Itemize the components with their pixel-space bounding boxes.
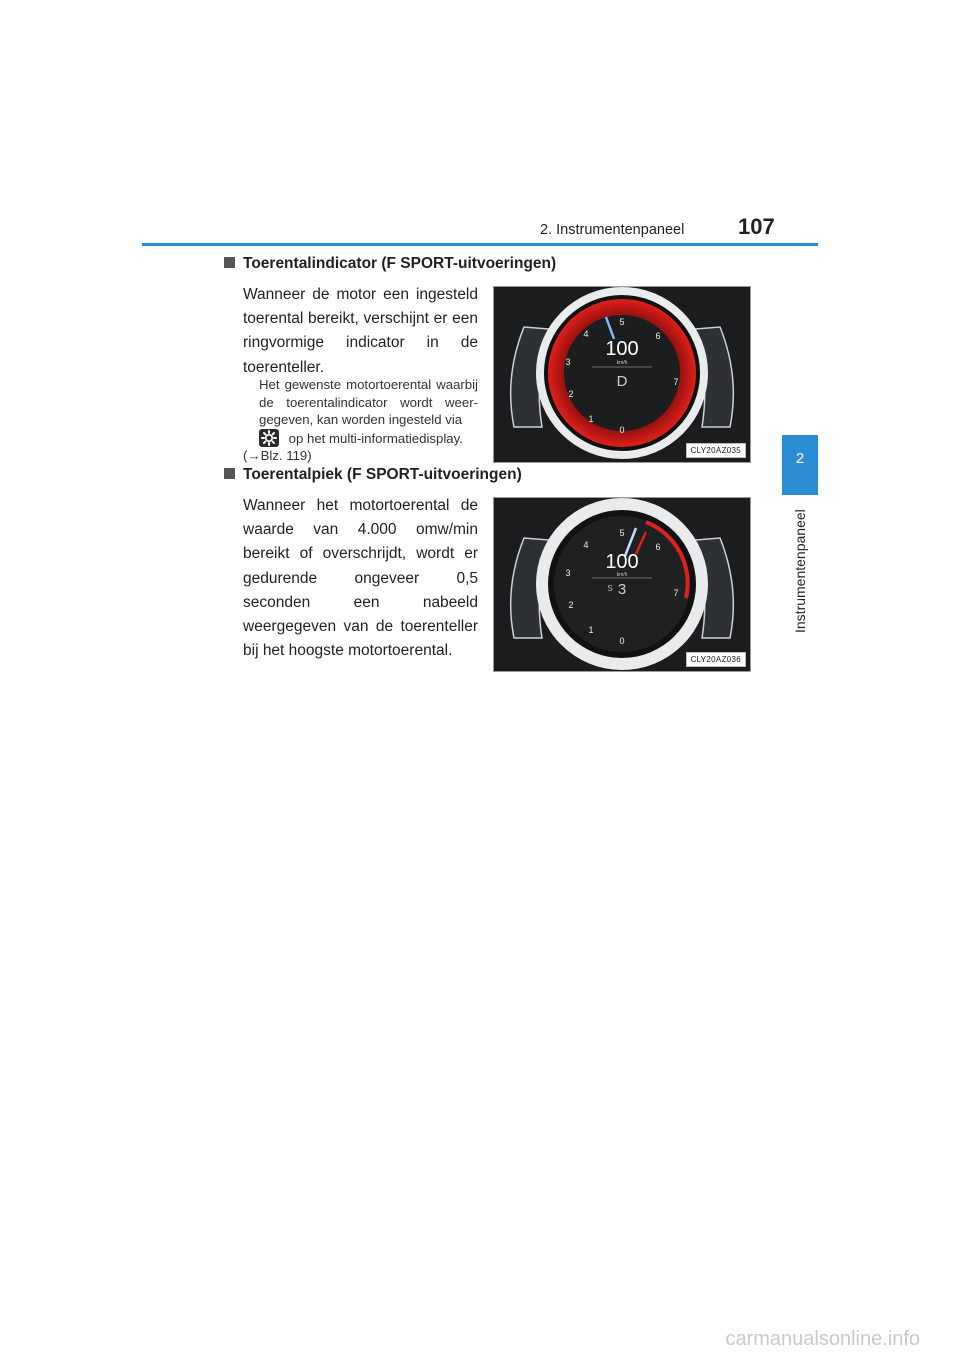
gauge-illustration-1 [494,287,750,462]
gear-readout: D [616,373,628,390]
gear-readout: 3 [617,581,627,598]
section-heading-text: Toerentalindicator (F SPORT-uitvoeringen) [243,255,557,272]
section-heading-text: Toerentalpiek (F SPORT-uitvoeringen) [243,466,522,483]
tach-tick-label: 3 [565,357,571,367]
speed-readout: 100 [605,338,639,360]
gauge-illustration-2 [494,498,750,671]
tach-tick-label: 7 [673,588,679,598]
tach-tick-label: 2 [568,389,574,399]
page-number: 107 [738,214,775,239]
tach-tick-label: 1 [588,625,594,635]
running-header-section: 2. Instrumentenpaneel [540,222,685,238]
speed-unit: km/h [616,360,628,366]
note-text-continued: op het multi-informatiedisplay. [288,431,463,446]
tach-tick-label: 5 [619,317,625,327]
figure-rev-peak [493,497,751,672]
gear-mode-prefix: S [607,584,613,593]
section-heading [224,255,556,273]
chapter-tab-label-text: Instrumentenpaneel [792,509,808,633]
tach-tick-label: 0 [619,425,625,435]
note-text: Het gewenste motortoerental waarbij de toerentalindicator wordt weergegeven, kan worden ingesteld via [259,377,478,427]
tach-tick-label: 5 [619,528,625,538]
tach-tick-label: 6 [655,542,661,552]
speed-unit: km/h [616,572,628,578]
tach-tick-label: 4 [583,540,589,550]
tach-tick-label: 3 [565,568,571,578]
figure-code: CLY20AZ035 [686,443,746,458]
gear-icon [259,429,279,447]
section-heading [224,466,522,484]
tach-tick-label: 6 [655,331,661,341]
header-rule [142,243,818,246]
tach-tick-label: 4 [583,329,589,339]
chapter-tab-label [785,509,815,635]
square-bullet-icon [224,257,235,268]
figure-code: CLY20AZ036 [686,652,746,667]
watermark-text: carmanualsonline.info [725,1328,920,1350]
section-body: Wanneer het motortoerental de waarde van 4.000 omw/min bereikt of overschrijdt, wordt er gedurende ongeveer 0,5 seconden een nabeeld weergegeven van de toerenteller bij het hoogste motortoerental. [243,497,478,660]
section-body: Wanneer de motor een ingesteld toerental bereikt, verschijnt er een ringvormige indicator in de toerenteller. [243,286,478,376]
tach-tick-label: 2 [568,600,574,610]
tach-tick-label: 0 [619,636,625,646]
tach-tick-label: 7 [673,377,679,387]
page-reference: (→Blz. 119) [243,448,312,463]
square-bullet-icon [224,468,235,479]
speed-readout: 100 [605,551,639,573]
tach-tick-label: 1 [588,414,594,424]
figure-rev-indicator [493,286,751,463]
watermark [0,1328,960,1351]
note-text-line2 [259,429,478,448]
chapter-tab-number: 2 [795,450,805,467]
